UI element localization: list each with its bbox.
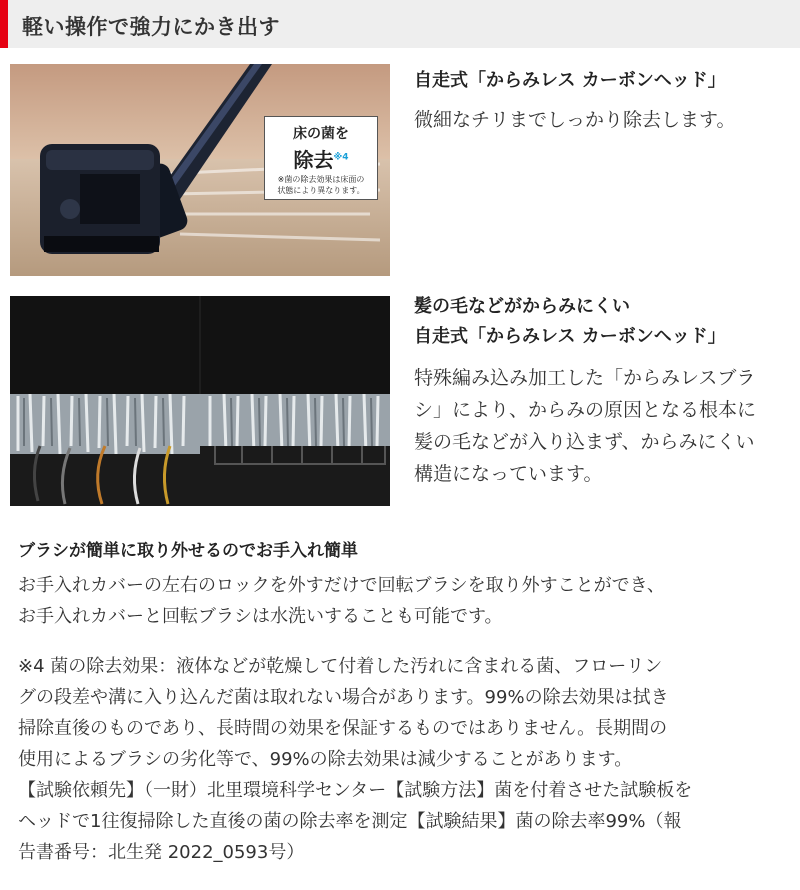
footnote-line5: 【試験依頼先】（一財）北里環境科学センター【試験方法】菌を付着させた試験板を xyxy=(18,780,693,801)
feature1-text: 微細なチリまでしっかり除去します。 xyxy=(414,109,736,131)
feature2-text-line4: 構造になっています。 xyxy=(414,463,603,485)
section-title: 軽い操作で強力にかき出す xyxy=(22,15,280,39)
vacuum-head-photo xyxy=(10,64,390,276)
footnote-line2: グの段差や溝に入り込んだ菌は取れない場合があります。99%の除去効果は拭き xyxy=(18,687,669,708)
brush-bristles-illustration xyxy=(10,296,390,506)
header-accent-bar xyxy=(0,0,8,48)
brush-closeup-photo xyxy=(10,296,390,506)
footnote-line7: 告書番号：北生発 2022_0593号） xyxy=(18,842,305,863)
badge-note-line2: 状態により異なります。 xyxy=(277,186,365,195)
badge-note-line1: ※菌の除去効果は床面の xyxy=(277,175,365,184)
care-line2: お手入れカバーと回転ブラシは水洗いすることも可能です。 xyxy=(18,606,503,627)
feature1-title: 自走式「からみレス カーボンヘッド」 xyxy=(414,70,726,91)
feature2-title-line1: 髪の毛などがからみにくい xyxy=(414,296,630,317)
care-line1: お手入れカバーの左右のロックを外すだけで回転ブラシを取り外すことができ、 xyxy=(18,575,665,596)
germ-removal-badge xyxy=(264,116,378,200)
footnote-line6: ヘッドで1往復掃除した直後の菌の除去率を測定【試験結果】菌の除去率99%（報 xyxy=(18,811,682,832)
care-title: ブラシが簡単に取り外せるのでお手入れ簡単 xyxy=(18,541,358,561)
badge-main-text: 除去 xyxy=(293,148,334,172)
badge-note xyxy=(265,174,377,196)
footnote-line3: 掃除直後のものであり、長時間の効果を保証するものではありません。長期間の xyxy=(18,718,668,739)
feature2-text-line3: 髪の毛などが入り込まず、からみにくい xyxy=(414,431,755,453)
badge-note-mark: ※4 xyxy=(333,152,349,163)
footnote-line1: ※4 菌の除去効果：液体などが乾燥して付着した汚れに含まれる菌、フローリン xyxy=(18,656,663,677)
section-header xyxy=(0,0,800,48)
badge-line2 xyxy=(265,144,377,173)
feature2-text-line1: 特殊編み込み加工した「からみレスブラ xyxy=(414,367,756,389)
badge-line1: 床の菌を xyxy=(293,126,349,142)
footnote-line4: 使用によるブラシの劣化等で、99%の除去効果は減少することがあります。 xyxy=(18,749,633,770)
feature2-title-line2: 自走式「からみレス カーボンヘッド」 xyxy=(414,326,726,347)
feature2-text-line2: シ」により、からみの原因となる根本に xyxy=(414,399,757,421)
